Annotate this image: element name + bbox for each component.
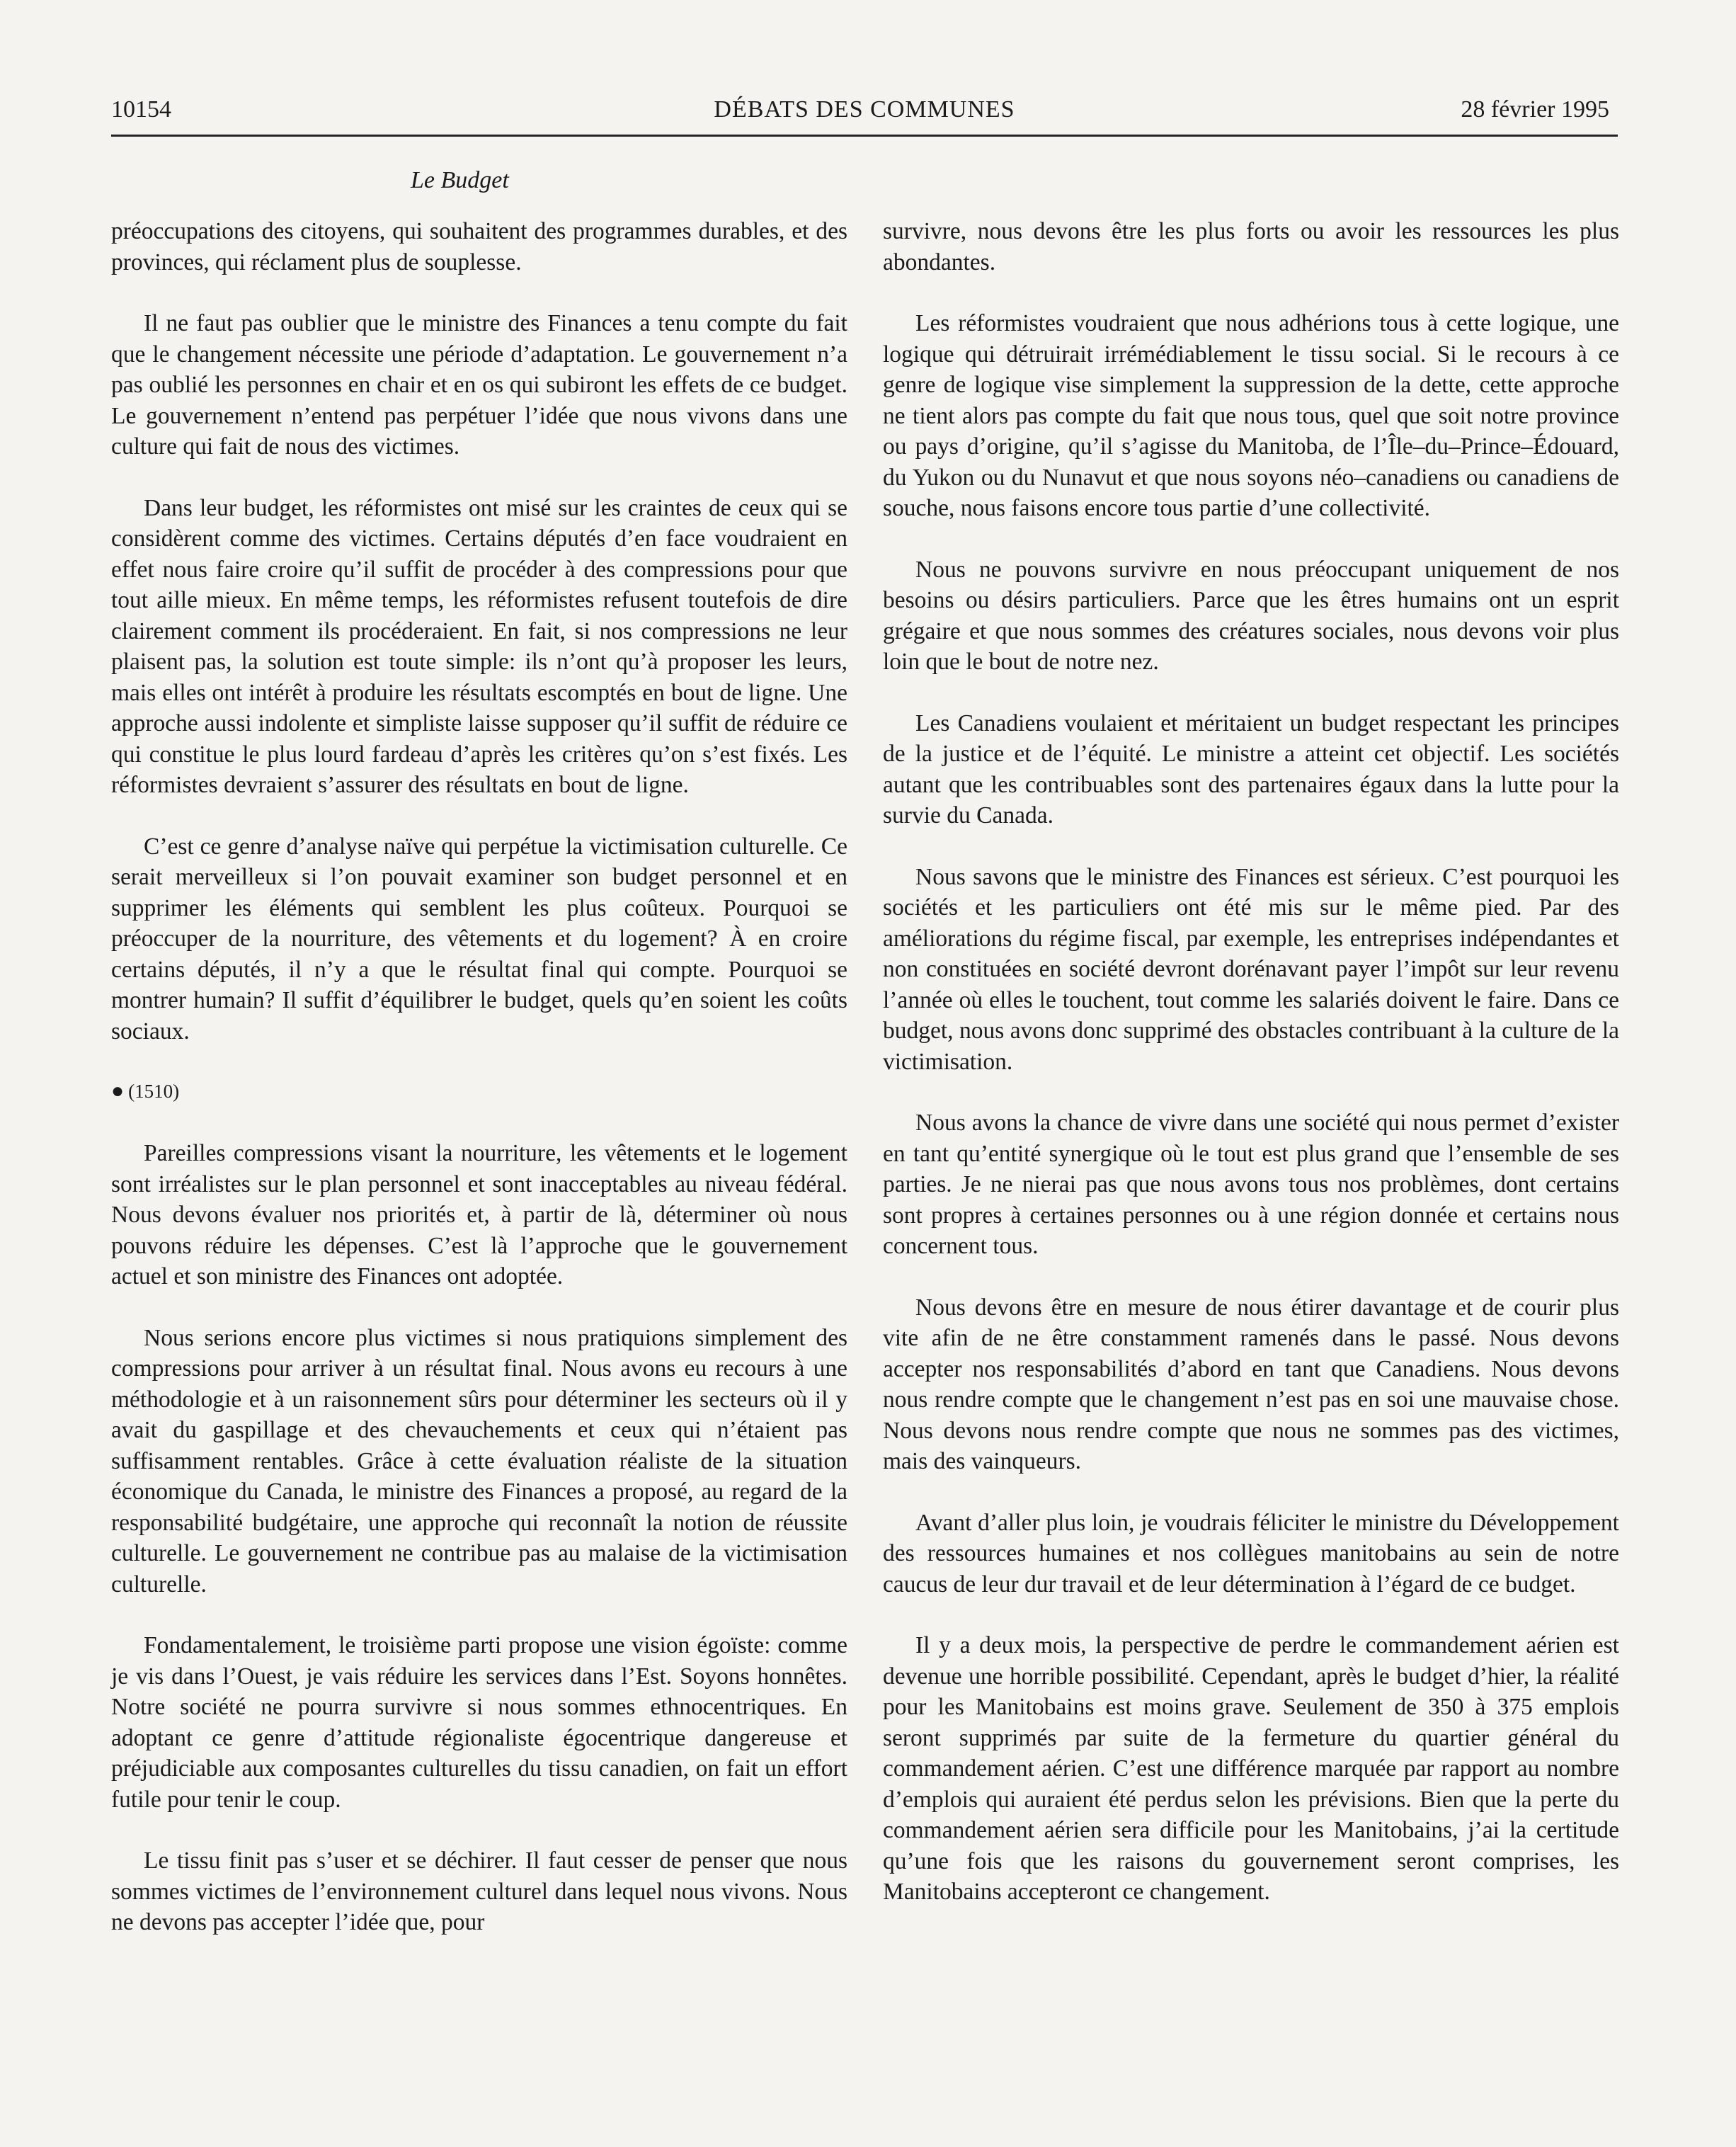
left-column <box>111 216 847 1969</box>
paragraph: Nous devons être en mesure de nous étirer davantage et de courir plus vite afin de ne être constamment ramenés dans le passé. Nous devons accepter nos responsabilités d’abord en tant que Canadiens. Nous devons nous rendre compte que le changement n’est pas en soi une mauvaise chose. Nous devons nous rendre compte que nous ne sommes pas des victimes, mais des vainqueurs. <box>883 1294 1619 1474</box>
paragraph: Les Canadiens voulaient et méritaient un budget respectant les principes de la justice et de l’équité. Le ministre a atteint cet objectif. Les sociétés autant que les contribuables sont des partenaires égaux dans la lutte pour la survie du Canada. <box>883 710 1619 828</box>
paragraph: Dans leur budget, les réformistes ont misé sur les craintes de ceux qui se considèrent comme des victimes. Certains députés d’en face voudraient en effet nous faire croire qu’il suffit de procéder à des compressions pour que tout aille mieux. En même temps, les réformistes refusent toutefois de dire clairement comment ils procéderaient. En fait, si nos compressions ne leur plaisent pas, la solution est toute simple: ils n’ont qu’à proposer les leurs, mais elles ont intérêt à produire les résultats escomptés en bout de ligne. Une approche aussi indolente et simpliste laisse supposer qu’il suffit de réduire ce qui constitue le plus lourd fardeau d’après les critères qu’on s’est fixés. Les réformistes devraient s’assurer des résultats en bout de ligne. <box>111 494 847 798</box>
paragraph: Pareilles compressions visant la nourriture, les vêtements et le logement sont irréalistes sur le plan personnel et sont inacceptables au niveau fédéral. Nous devons évaluer nos priorités et, à partir de là, déterminer où nous pouvons réduire les dépenses. C’est là l’approche que le gouvernement actuel et son ministre des Finances ont adoptée. <box>111 1140 847 1289</box>
paragraph: Nous avons la chance de vivre dans une société qui nous permet d’exister en tant qu’entité synergique où le tout est plus grand que l’ensemble de ses parties. Je ne nierai pas que nous avons tous nos problèmes, dont certains sont propres à certaines personnes ou à une région donnée et certains nous concernent tous. <box>883 1110 1619 1259</box>
publication-date: 28 février 1995 <box>1461 96 1609 123</box>
paragraph: Avant d’aller plus loin, je voudrais féliciter le ministre du Développement des ressources humaines et nos collègues manitobains au sein de notre caucus de leur dur travail et de leur détermination à l’égard de ce budget. <box>883 1509 1619 1598</box>
time-marker-label: (1510) <box>128 1081 180 1102</box>
paragraph: survivre, nous devons être les plus forts ou avoir les ressources les plus abondantes. <box>883 218 1619 275</box>
section-title: Le Budget <box>411 167 509 193</box>
page-number: 10154 <box>111 96 171 123</box>
paragraph: Il y a deux mois, la perspective de perdre le commandement aérien est devenue une horrible possibilité. Cependant, après le budget d’hier, la réalité pour les Manitobains est moins grave. Seulement de 350 à 375 emplois seront supprimés par suite de la fermeture du quartier général du commandement aérien. C’est une différence marquée par rapport au nombre d’emplois qui auraient été perdus selon les prévisions. Bien que la perte du commandement aérien sera difficile pour les Manitobains, j’ai la certitude qu’une fois que les raisons du gouvernement seront comprises, les Manitobains accepteront ce changement. <box>883 1632 1619 1905</box>
paragraph: Il ne faut pas oublier que le ministre des Finances a tenu compte du fait que le changement nécessite une période d’adaptation. Le gouvernement n’a pas oublié les personnes en chair et en os qui subiront les effets de ce budget. Le gouvernement n’entend pas perpétuer l’idée que nous vivons dans une culture qui fait de nous des victimes. <box>111 310 847 460</box>
time-marker <box>111 1077 847 1105</box>
paragraph: Le tissu finit pas s’user et se déchirer. Il faut cesser de penser que nous sommes victimes de l’environnement culturel dans lequel nous vivons. Nous ne devons pas accepter l’idée que, pour <box>111 1847 847 1935</box>
right-column <box>883 216 1619 1938</box>
bullet-icon: ● <box>111 1079 125 1103</box>
paragraph: Les réformistes voudraient que nous adhérions tous à cette logique, une logique qui détruirait irrémédiablement le tissu social. Si le recours à ce genre de logique vise simplement la suppression de la dette, cette approche ne tient alors pas compte du fait que nous tous, quel que soit notre province ou pays d’origine, qu’il s’agisse du Manitoba, de l’Île–du–Prince–Édouard, du Yukon ou du Nunavut et que nous soyons néo–canadiens ou canadiens de souche, nous faisons encore tous partie d’une collectivité. <box>883 310 1619 521</box>
page-header <box>111 92 1618 137</box>
paragraph: préoccupations des citoyens, qui souhaitent des programmes durables, et des provinces, qui réclament plus de souplesse. <box>111 218 847 275</box>
paragraph: C’est ce genre d’analyse naïve qui perpétue la victimisation culturelle. Ce serait merveilleux si l’on pouvait examiner son budget personnel et en supprimer les éléments qui semblent les plus coûteux. Pourquoi se préoccuper de la nourriture, des vêtements et du logement? À en croire certains députés, il n’y a que le résultat final qui compte. Pourquoi se montrer humain? Il suffit d’équilibrer le budget, quels qu’en soient les coûts sociaux. <box>111 833 847 1044</box>
paragraph: Fondamentalement, le troisième parti propose une vision égoïste: comme je vis dans l’Ouest, je vais réduire les services dans l’Est. Soyons honnêtes. Notre société ne pourra survivre si nous sommes ethnocentriques. En adoptant ce genre d’attitude régionaliste égocentrique dangereuse et préjudiciable aux composantes culturelles du tissu canadien, on fait un effort futile pour tenir le coup. <box>111 1632 847 1813</box>
publication-title: DÉBATS DES COMMUNES <box>714 96 1015 123</box>
paragraph: Nous serions encore plus victimes si nous pratiquions simplement des compressions pour arriver à un résultat final. Nous avons eu recours à une méthodologie et à un raisonnement sûrs pour déterminer les secteurs où il y avait du gaspillage et des chevauchements et ceux qui n’étaient pas suffisamment rentables. Grâce à cette évaluation réaliste de la situation économique du Canada, le ministre des Finances a proposé, au regard de la responsabilité budgétaire, une approche qui reconnaît la notion de réussite culturelle. Le gouvernement ne contribue pas au malaise de la victimisation culturelle. <box>111 1324 847 1598</box>
paragraph: Nous ne pouvons survivre en nous préoccupant uniquement de nos besoins ou désirs particuliers. Parce que les êtres humains ont un esprit grégaire et que nous sommes des créatures sociales, nous devons voir plus loin que le bout de notre nez. <box>883 556 1619 675</box>
paragraph: Nous savons que le ministre des Finances est sérieux. C’est pourquoi les sociétés et les particuliers ont été mis sur le même pied. Par des améliorations du régime fiscal, par exemple, les entreprises indépendantes et non constituées en société devront dorénavant payer l’impôt sur leur revenu l’année où elles le touchent, tout comme les salariés doivent le faire. Dans ce budget, nous avons donc supprimé des obstacles contribuant à la culture de la victimisation. <box>883 863 1619 1075</box>
